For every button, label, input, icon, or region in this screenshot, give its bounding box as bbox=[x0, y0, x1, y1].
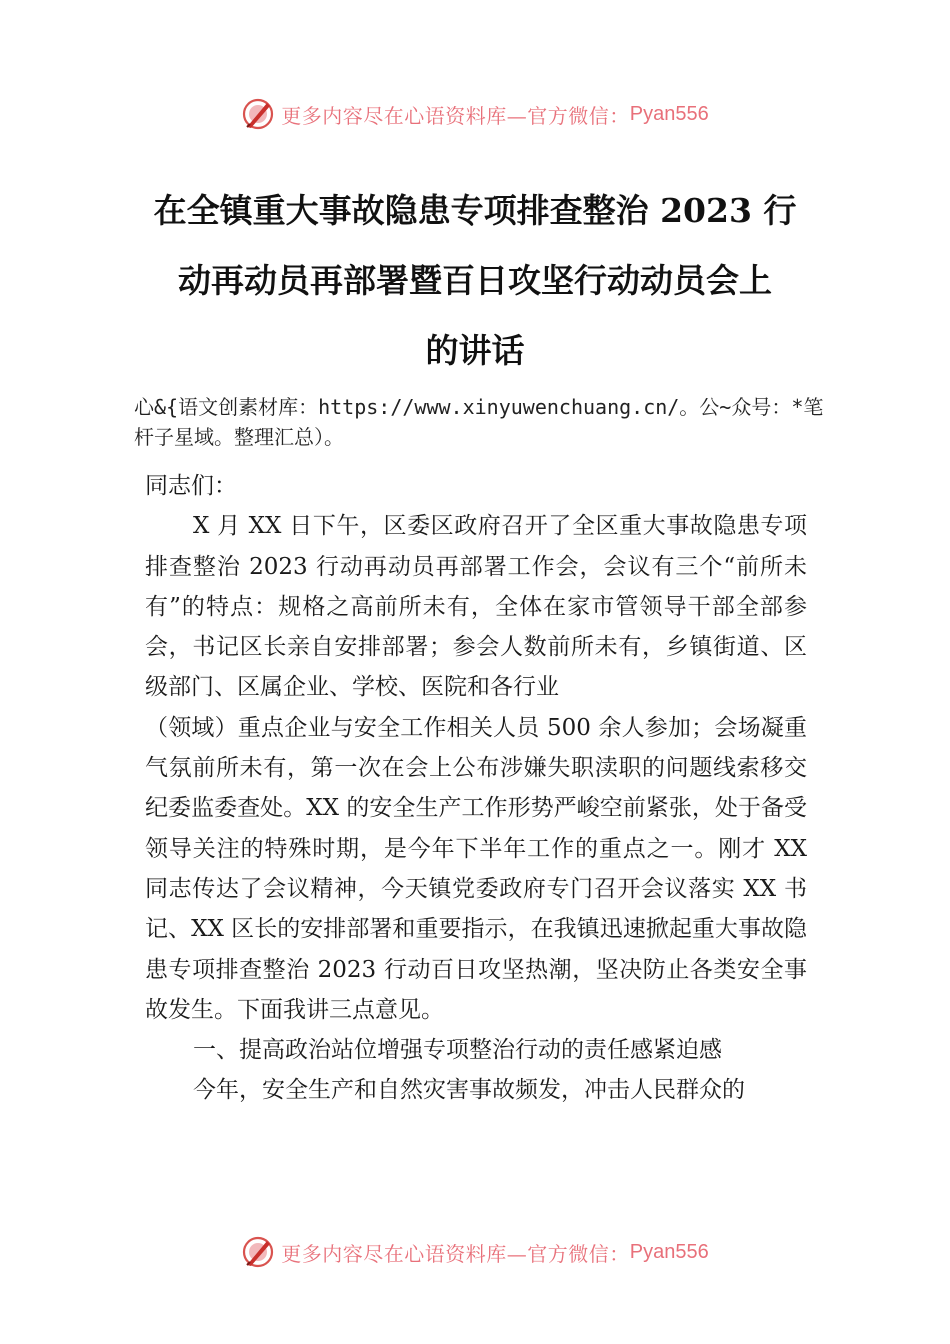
document-title bbox=[130, 176, 820, 386]
quill-logo-icon bbox=[241, 1235, 275, 1269]
banner-text: 更多内容尽在心语资料库—官方微信： bbox=[281, 1241, 630, 1266]
salutation: 同志们： bbox=[145, 473, 237, 499]
banner-wechat-handle: Pyan556 bbox=[629, 1240, 709, 1263]
title-line-3: 的讲话 bbox=[425, 331, 525, 370]
footer-banner bbox=[0, 1232, 950, 1272]
paragraph-1: X 月 XX 日下午，区委区政府召开了全区重大事故隐患专项排查整治 2023 行动再动员再部署工作会，会议有三个“前所未有”的特点：规格之高前所未有，全体在家市管领导干部全部参会，书记区长亲自安排部署；参会人数前所未有，乡镇街道、区级部门、区属企业、学校、医院和各行业 bbox=[145, 513, 807, 701]
document-body bbox=[145, 466, 807, 1111]
banner-text: 更多内容尽在心语资料库—官方微信： bbox=[281, 103, 630, 128]
paragraph-2: 今年，安全生产和自然灾害事故频发，冲击人民群众的 bbox=[193, 1077, 745, 1104]
header-banner bbox=[0, 94, 950, 134]
section-heading-1: 一、提高政治站位增强专项整治行动的责任感紧迫感 bbox=[193, 1037, 722, 1064]
quill-logo-icon bbox=[241, 97, 275, 131]
title-line-2: 动再动员再部署暨百日攻坚行动动员会上 bbox=[178, 261, 772, 300]
banner-wechat-handle: Pyan556 bbox=[629, 102, 709, 125]
source-note: 心&{语文创素材库：https://www.xinyuwenchuang.cn/。公~众号：*笔杆子星域。整理汇总）。 bbox=[134, 395, 824, 449]
title-line-1: 在全镇重大事故隐患专项排查整治 2023 行 bbox=[153, 191, 797, 230]
paragraph-1-continued: （领域）重点企业与安全工作相关人员 500 余人参加；会场凝重气氛前所未有，第一次在会上公布涉嫌失职渎职的问题线索移交纪委监委查处。XX 的安全生产工作形势严峻空前紧张，处于备受领导关注的特殊时期，是今年下半年工作的重点之一。刚才 XX 同志传达了会议精神，今天镇党委政府专门召开会议落实 XX 书记、XX 区长的安排部署和重要指示，在我镇迅速掀起重大事故隐患专项排查整治 2023 行动百日攻坚热潮，坚决防止各类安全事故发生。下面我讲三点意见。 bbox=[145, 714, 807, 1023]
